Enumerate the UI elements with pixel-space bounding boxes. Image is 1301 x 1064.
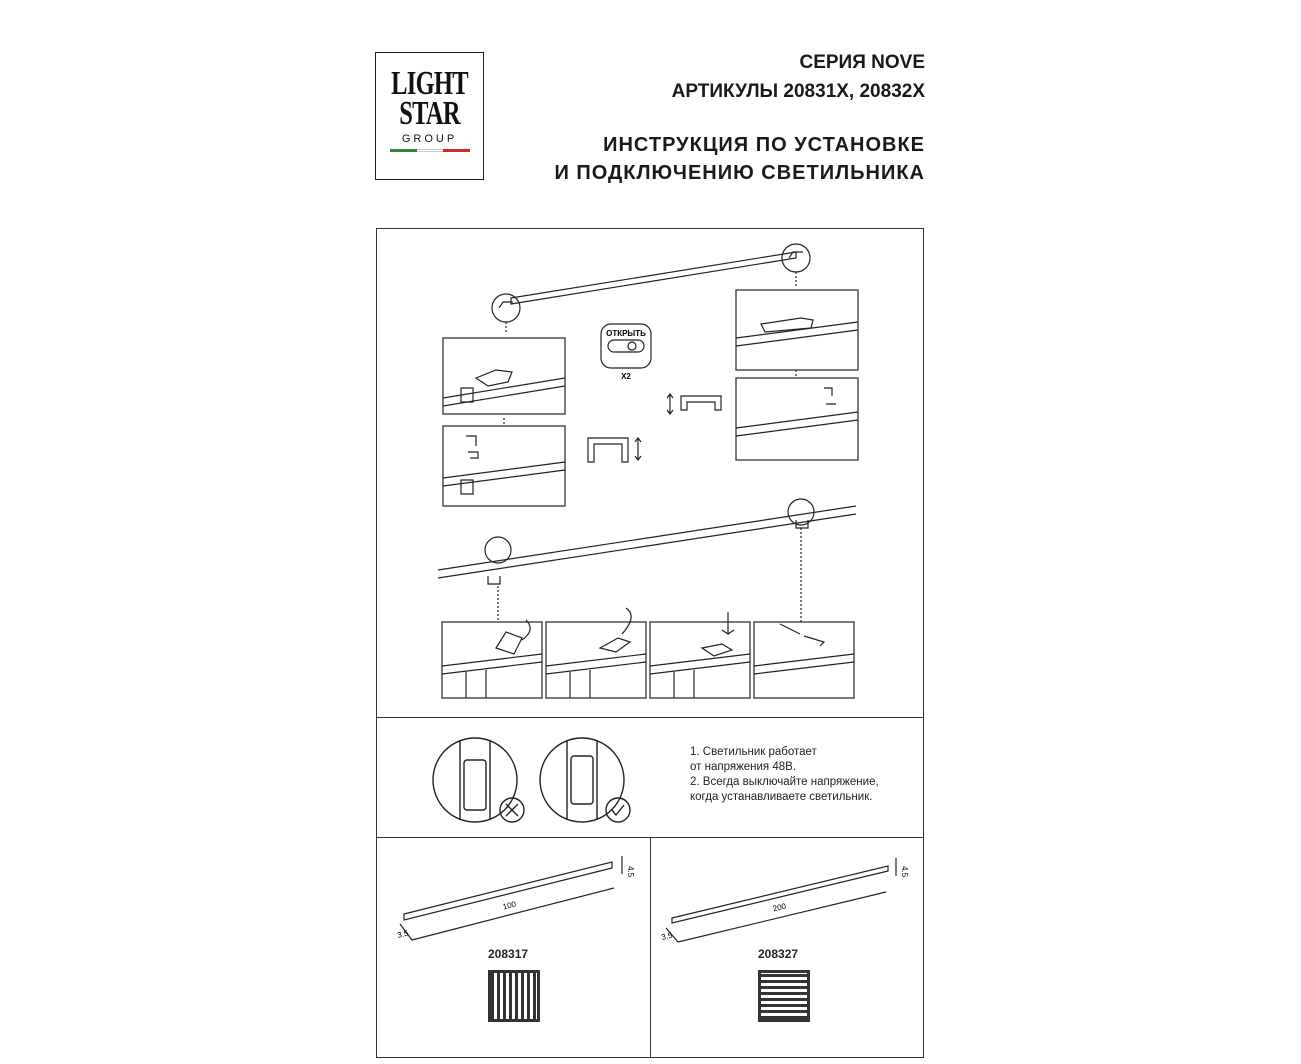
logo-text-group: GROUP: [401, 133, 458, 145]
arrow-vertical-left: [635, 438, 641, 460]
product2-code: 208327: [758, 947, 799, 961]
product2-height: 4.5: [900, 866, 909, 878]
section-divider-vertical: [650, 837, 651, 1058]
open-label: ОТКРЫТЬ: [606, 329, 646, 338]
product2-width: 3.5: [660, 930, 674, 942]
product1-height: 4.5: [626, 866, 635, 878]
instruction-title-line1: ИНСТРУКЦИЯ ПО УСТАНОВКЕ: [603, 134, 925, 156]
note-line-2: от напряжения 48В.: [690, 761, 797, 773]
safety-notes: [690, 745, 879, 805]
brand-logo: [375, 52, 484, 180]
product1-code: 208317: [488, 947, 529, 961]
clip-shape-right: [681, 396, 721, 410]
series-title: СЕРИЯ NOVE: [799, 52, 925, 73]
arrow-vertical-right: [667, 394, 673, 414]
product1-width: 3.5: [396, 928, 410, 940]
instruction-title-line2: И ПОДКЛЮЧЕНИЮ СВЕТИЛЬНИКА: [554, 162, 925, 184]
clip-orientation-illustration: [430, 730, 660, 830]
step-panel-right-2: [736, 378, 858, 460]
times-label: X2: [621, 372, 631, 381]
product-drawing-2: [660, 850, 910, 950]
middle-luminaire: [438, 506, 856, 578]
detail-circle-left: [492, 294, 520, 322]
product2-length: 200: [771, 901, 787, 914]
product2-qr-code[interactable]: [758, 970, 810, 1022]
detail-circle-mid-left: [485, 537, 511, 563]
top-luminaire: [511, 252, 796, 304]
note-line-1: 1. Светильник работает: [690, 746, 817, 758]
logo-text-line2: STAR: [399, 95, 460, 132]
detail-circle-mid-right: [788, 499, 814, 525]
product1-qr-code[interactable]: [488, 970, 540, 1022]
right-orientation-circle: [540, 738, 624, 822]
note-line-3: 2. Всегда выключайте напряжение,: [690, 776, 879, 788]
cross-icon: [506, 804, 518, 816]
articles-title: АРТИКУЛЫ 20831X, 20832X: [671, 81, 925, 102]
product1-length: 100: [501, 899, 517, 912]
italian-flag-stripe: [390, 149, 470, 152]
clip-shape-left: [588, 438, 628, 462]
installation-diagram: [376, 228, 924, 716]
section-divider-1: [377, 717, 923, 718]
note-line-4: когда устанавливаете светильник.: [690, 791, 873, 803]
logo-text-line1: LIGHT: [391, 65, 468, 102]
product-drawing-1: [392, 850, 642, 950]
step-panels-bottom: [442, 608, 854, 698]
